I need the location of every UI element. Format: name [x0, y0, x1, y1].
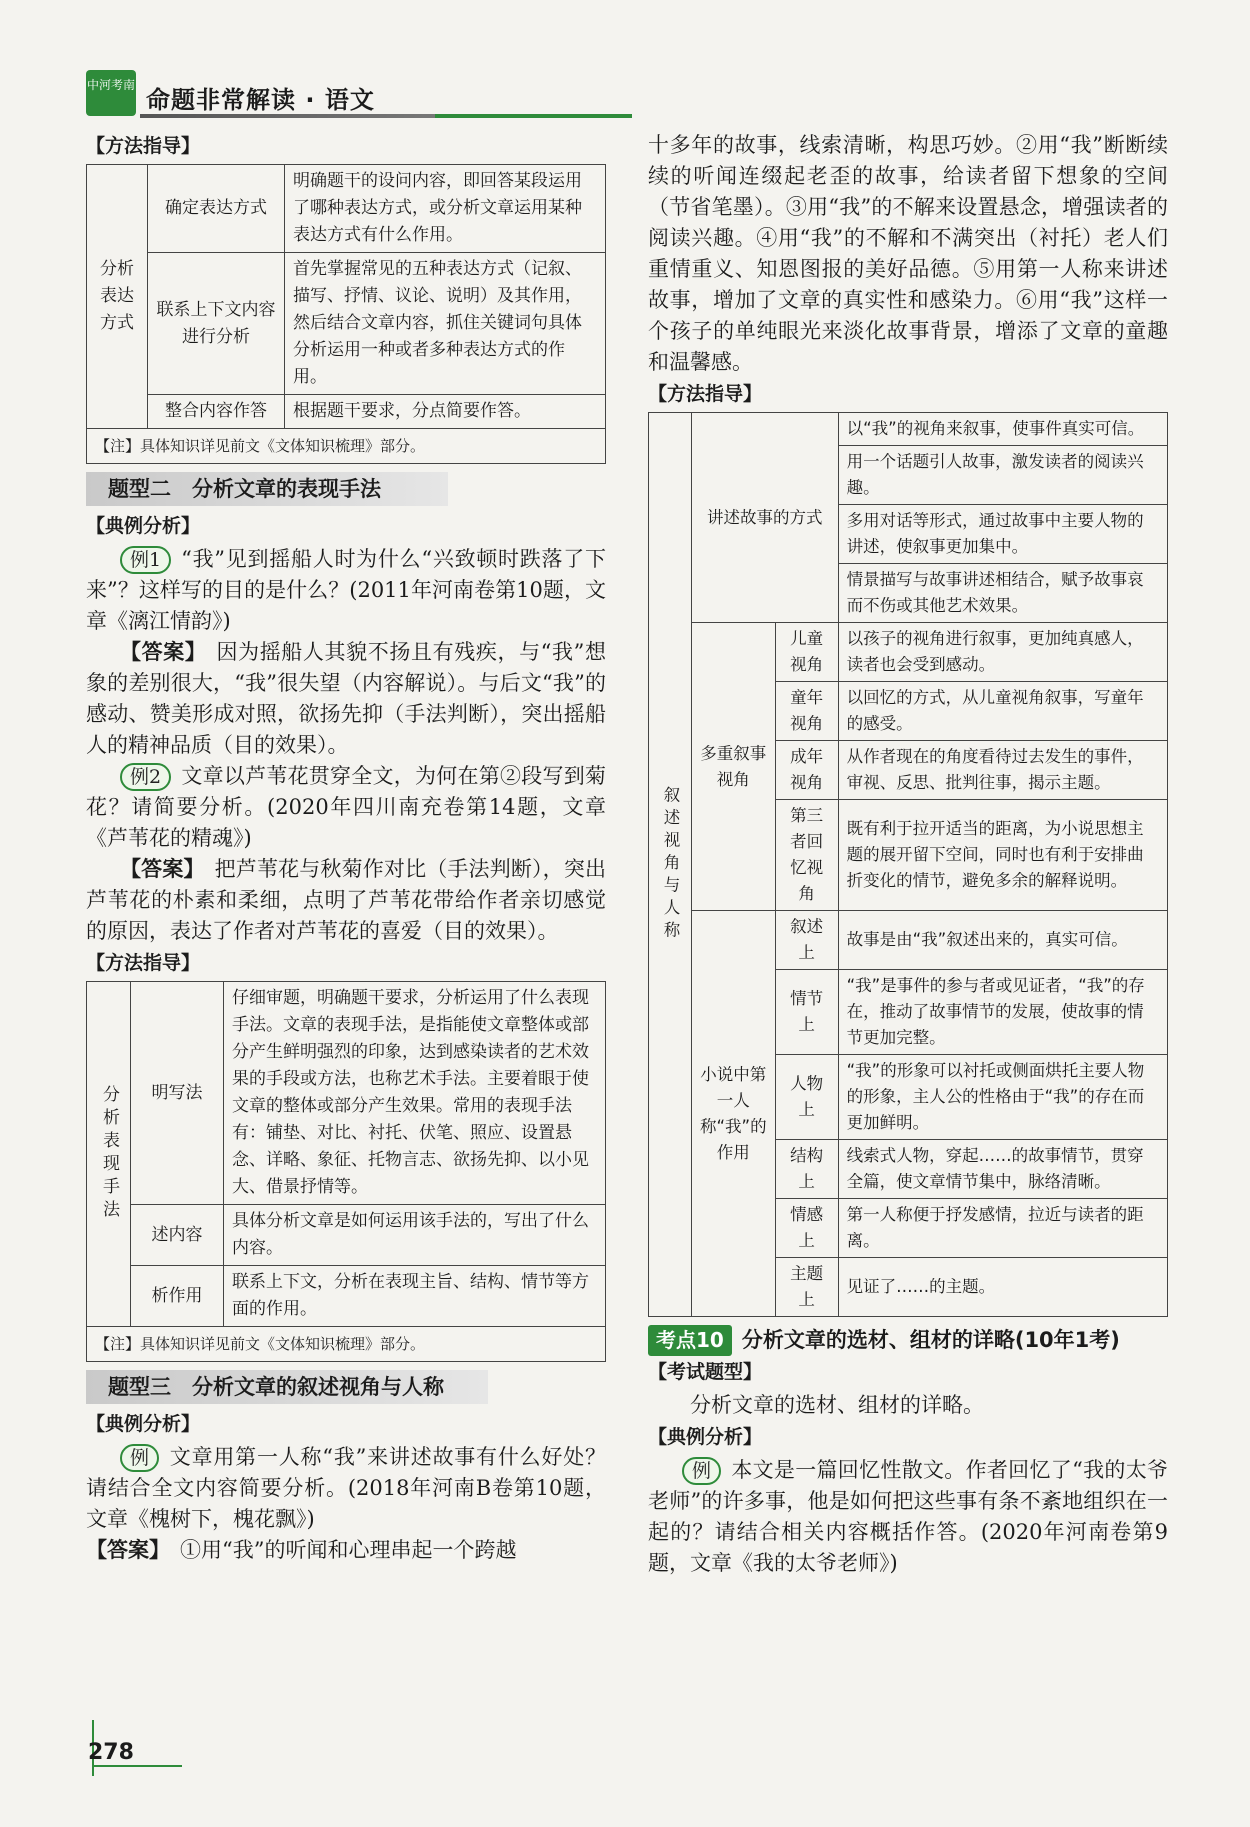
table-key: 童年视角: [775, 682, 838, 741]
example-label: 例: [682, 1457, 721, 1485]
method-tag: 【方法指导】: [86, 135, 201, 157]
table-key: 主题上: [775, 1258, 838, 1317]
table-key: 儿童视角: [775, 623, 838, 682]
table-value: 第一人称便于抒发感情，拉近与读者的距离。: [838, 1199, 1167, 1258]
table-group: 分析表现手法: [87, 982, 131, 1327]
example-label: 例: [120, 1444, 159, 1472]
answer: 【答案】 因为摇船人其貌不扬且有残疾，与“我”想象的差别很大，“我”很失望（内容解说）。与后文“我”的感动、赞美形成对照，欲扬先抑（手法判断），突出摇船人的精神品质（目的效果）。: [86, 640, 606, 757]
table-value: 以孩子的视角进行叙事，更加纯真感人，读者也会受到感动。: [838, 623, 1167, 682]
page-number: 278: [88, 1740, 134, 1765]
table-value: 首先掌握常见的五种表达方式（记叙、描写、抒情、议论、说明）及其作用，然后结合文章内容，抓住关键词句具体分析运用一种或者多种表达方式的作用。: [285, 253, 606, 395]
table-value: 用一个话题引人故事，激发读者的阅读兴趣。: [838, 446, 1167, 505]
table-note: 【注】具体知识详见前文《文体知识梳理》部分。: [86, 429, 606, 464]
table-value: 明确题干的设问内容，即回答某段运用了哪种表达方式，或分析文章运用某种表达方式有什么作用。: [285, 165, 606, 253]
table-key: 析作用: [131, 1266, 224, 1327]
table-value: 以“我”的视角来叙事，使事件真实可信。: [838, 413, 1167, 446]
exam-text: 分析文章的选材、组材的详略。: [690, 1393, 984, 1417]
example-question: 例2 文章以芦苇花贯穿全文，为何在第②段写到菊花？请简要分析。(2020年四川南充卷第14题，文章《芦苇花的精魂》): [86, 764, 606, 850]
logo: 中河考南: [86, 70, 136, 116]
table-value: 以回忆的方式，从儿童视角叙事，写童年的感受。: [838, 682, 1167, 741]
method-tag: 【方法指导】: [86, 952, 201, 974]
table-value: 仔细审题，明确题干要求，分析运用了什么表现手法。文章的表现手法，是指能使文章整体或部分产生鲜明强烈的印象，达到感染读者的艺术效果的手段或方法，也称艺术手法。主要着眼于使文章的整体或部分产生效果。常用的表现手法有：铺垫、对比、衬托、伏笔、照应、设置悬念、详略、象征、托物言志、欲扬先抑、以小见大、借景抒情等。: [224, 982, 606, 1205]
table-note: 【注】具体知识详见前文《文体知识梳理》部分。: [86, 1327, 606, 1362]
exam-tag: 【考试题型】: [648, 1361, 763, 1383]
table-group: 讲述故事的方式: [692, 413, 839, 623]
table-value: 从作者现在的角度看待过去发生的事件，审视、反思、批判往事，揭示主题。: [838, 741, 1167, 800]
example-question: 例1 “我”见到摇船人时为什么“兴致顿时跌落了下来”？这样写的目的是什么？(2011年河南卷第10题，文章《漓江情韵》): [86, 547, 606, 633]
table-key: 人物上: [775, 1055, 838, 1140]
table-key: 结构上: [775, 1140, 838, 1199]
table-group: 小说中第一人称“我”的作用: [692, 911, 776, 1317]
table-group: 多重叙事视角: [692, 623, 776, 911]
table-key: 情感上: [775, 1199, 838, 1258]
answer-label: 【答案】: [120, 857, 205, 881]
table-value: 根据题干要求，分点简要作答。: [285, 395, 606, 429]
table-value: 多用对话等形式，通过故事中主要人物的讲述，使叙事更加集中。: [838, 505, 1167, 564]
kaodian-badge: 考点10: [648, 1325, 732, 1356]
answer: 【答案】 把芦苇花与秋菊作对比（手法判断），突出芦苇花的朴素和柔细，点明了芦苇花带给作者亲切感觉的原因，表达了作者对芦苇花的喜爱（目的效果）。: [86, 857, 607, 943]
table-key: 联系上下文内容进行分析: [148, 253, 285, 395]
answer-label: 【答案】: [120, 640, 207, 664]
page-header: [86, 70, 632, 122]
example-question: 例 本文是一篇回忆性散文。作者回忆了“我的太爷老师”的许多事，他是如何把这些事有条不紊地组织在一起的？请结合相关内容概括作答。(2020年河南卷第9题，文章《我的太爷老师》): [648, 1458, 1168, 1575]
table-key: 明写法: [131, 982, 224, 1205]
table-techniques: [86, 981, 606, 1327]
table-outer-group: 叙述视角与人称: [649, 413, 692, 1317]
left-column: [86, 130, 606, 1566]
table-narrative: [648, 412, 1168, 1317]
typical-tag: 【典例分析】: [86, 515, 201, 537]
table-value: 线索式人物，穿起……的故事情节，贯穿全篇，使文章情节集中，脉络清晰。: [838, 1140, 1167, 1199]
table-key: 确定表达方式: [148, 165, 285, 253]
example-question: 例 文章用第一人称“我”来讲述故事有什么好处？请结合全文内容简要分析。(2018年河南B卷第10题，文章《槐树下，槐花飘》): [86, 1445, 606, 1531]
table-value: “我”的形象可以衬托或侧面烘托主要人物的形象，主人公的性格由于“我”的存在而更加鲜明。: [838, 1055, 1167, 1140]
page-number-rule: [92, 1765, 182, 1767]
answer-continued: 十多年的故事，线索清晰，构思巧妙。②用“我”断断续续的听闻连缀起老歪的故事，给读者留下想象的空间（节省笔墨）。③用“我”的不解来设置悬念，增强读者的阅读兴趣。④用“我”的不解和不满突出（衬托）老人们重情重义、知恩图报的美好品德。⑤用第一人称来讲述故事，增加了文章的真实性和感染力。⑥用“我”这样一个孩子的单纯眼光来淡化故事背景，增添了文章的童趣和温馨感。: [648, 133, 1168, 374]
table-value: 见证了……的主题。: [838, 1258, 1167, 1317]
table-value: 既有利于拉开适当的距离，为小说思想主题的展开留下空间，同时也有利于安排曲折变化的情节，避免多余的解释说明。: [838, 800, 1167, 911]
table-value: “我”是事件的参与者或见证者，“我”的存在，推动了故事情节的发展，使故事的情节更加完整。: [838, 970, 1167, 1055]
table-key: 叙述上: [775, 911, 838, 970]
typical-tag: 【典例分析】: [648, 1426, 763, 1448]
header-rule: [140, 114, 632, 118]
example-label: 例2: [120, 763, 171, 791]
table-value: 故事是由“我”叙述出来的，真实可信。: [838, 911, 1167, 970]
table-value: 联系上下文，分析在表现主旨、结构、情节等方面的作用。: [224, 1266, 606, 1327]
table-key: 情节上: [775, 970, 838, 1055]
typical-tag: 【典例分析】: [86, 1413, 201, 1435]
table-value: 情景描写与故事讲述相结合，赋予故事哀而不伤或其他艺术效果。: [838, 564, 1167, 623]
kaodian-heading: 考点10 分析文章的选材、组材的详略(10年1考): [648, 1325, 1168, 1356]
table-group: 分析表达方式: [87, 165, 148, 429]
table-value: 具体分析文章是如何运用该手法的，写出了什么内容。: [224, 1205, 606, 1266]
section-heading: 题型三 分析文章的叙述视角与人称: [86, 1370, 488, 1404]
table-expression: [86, 164, 606, 429]
method-tag: 【方法指导】: [648, 383, 763, 405]
table-key: 成年视角: [775, 741, 838, 800]
example-label: 例1: [120, 546, 171, 574]
table-key: 整合内容作答: [148, 395, 285, 429]
answer: 【答案】 ①用“我”的听闻和心理串起一个跨越: [86, 1538, 517, 1562]
answer-label: 【答案】: [86, 1538, 170, 1562]
section-heading: 题型二 分析文章的表现手法: [86, 472, 448, 506]
table-key: 第三者回忆视角: [775, 800, 838, 911]
book-title: 命题非常解读 · 语文: [146, 86, 375, 114]
table-key: 述内容: [131, 1205, 224, 1266]
right-column: [648, 130, 1168, 1579]
